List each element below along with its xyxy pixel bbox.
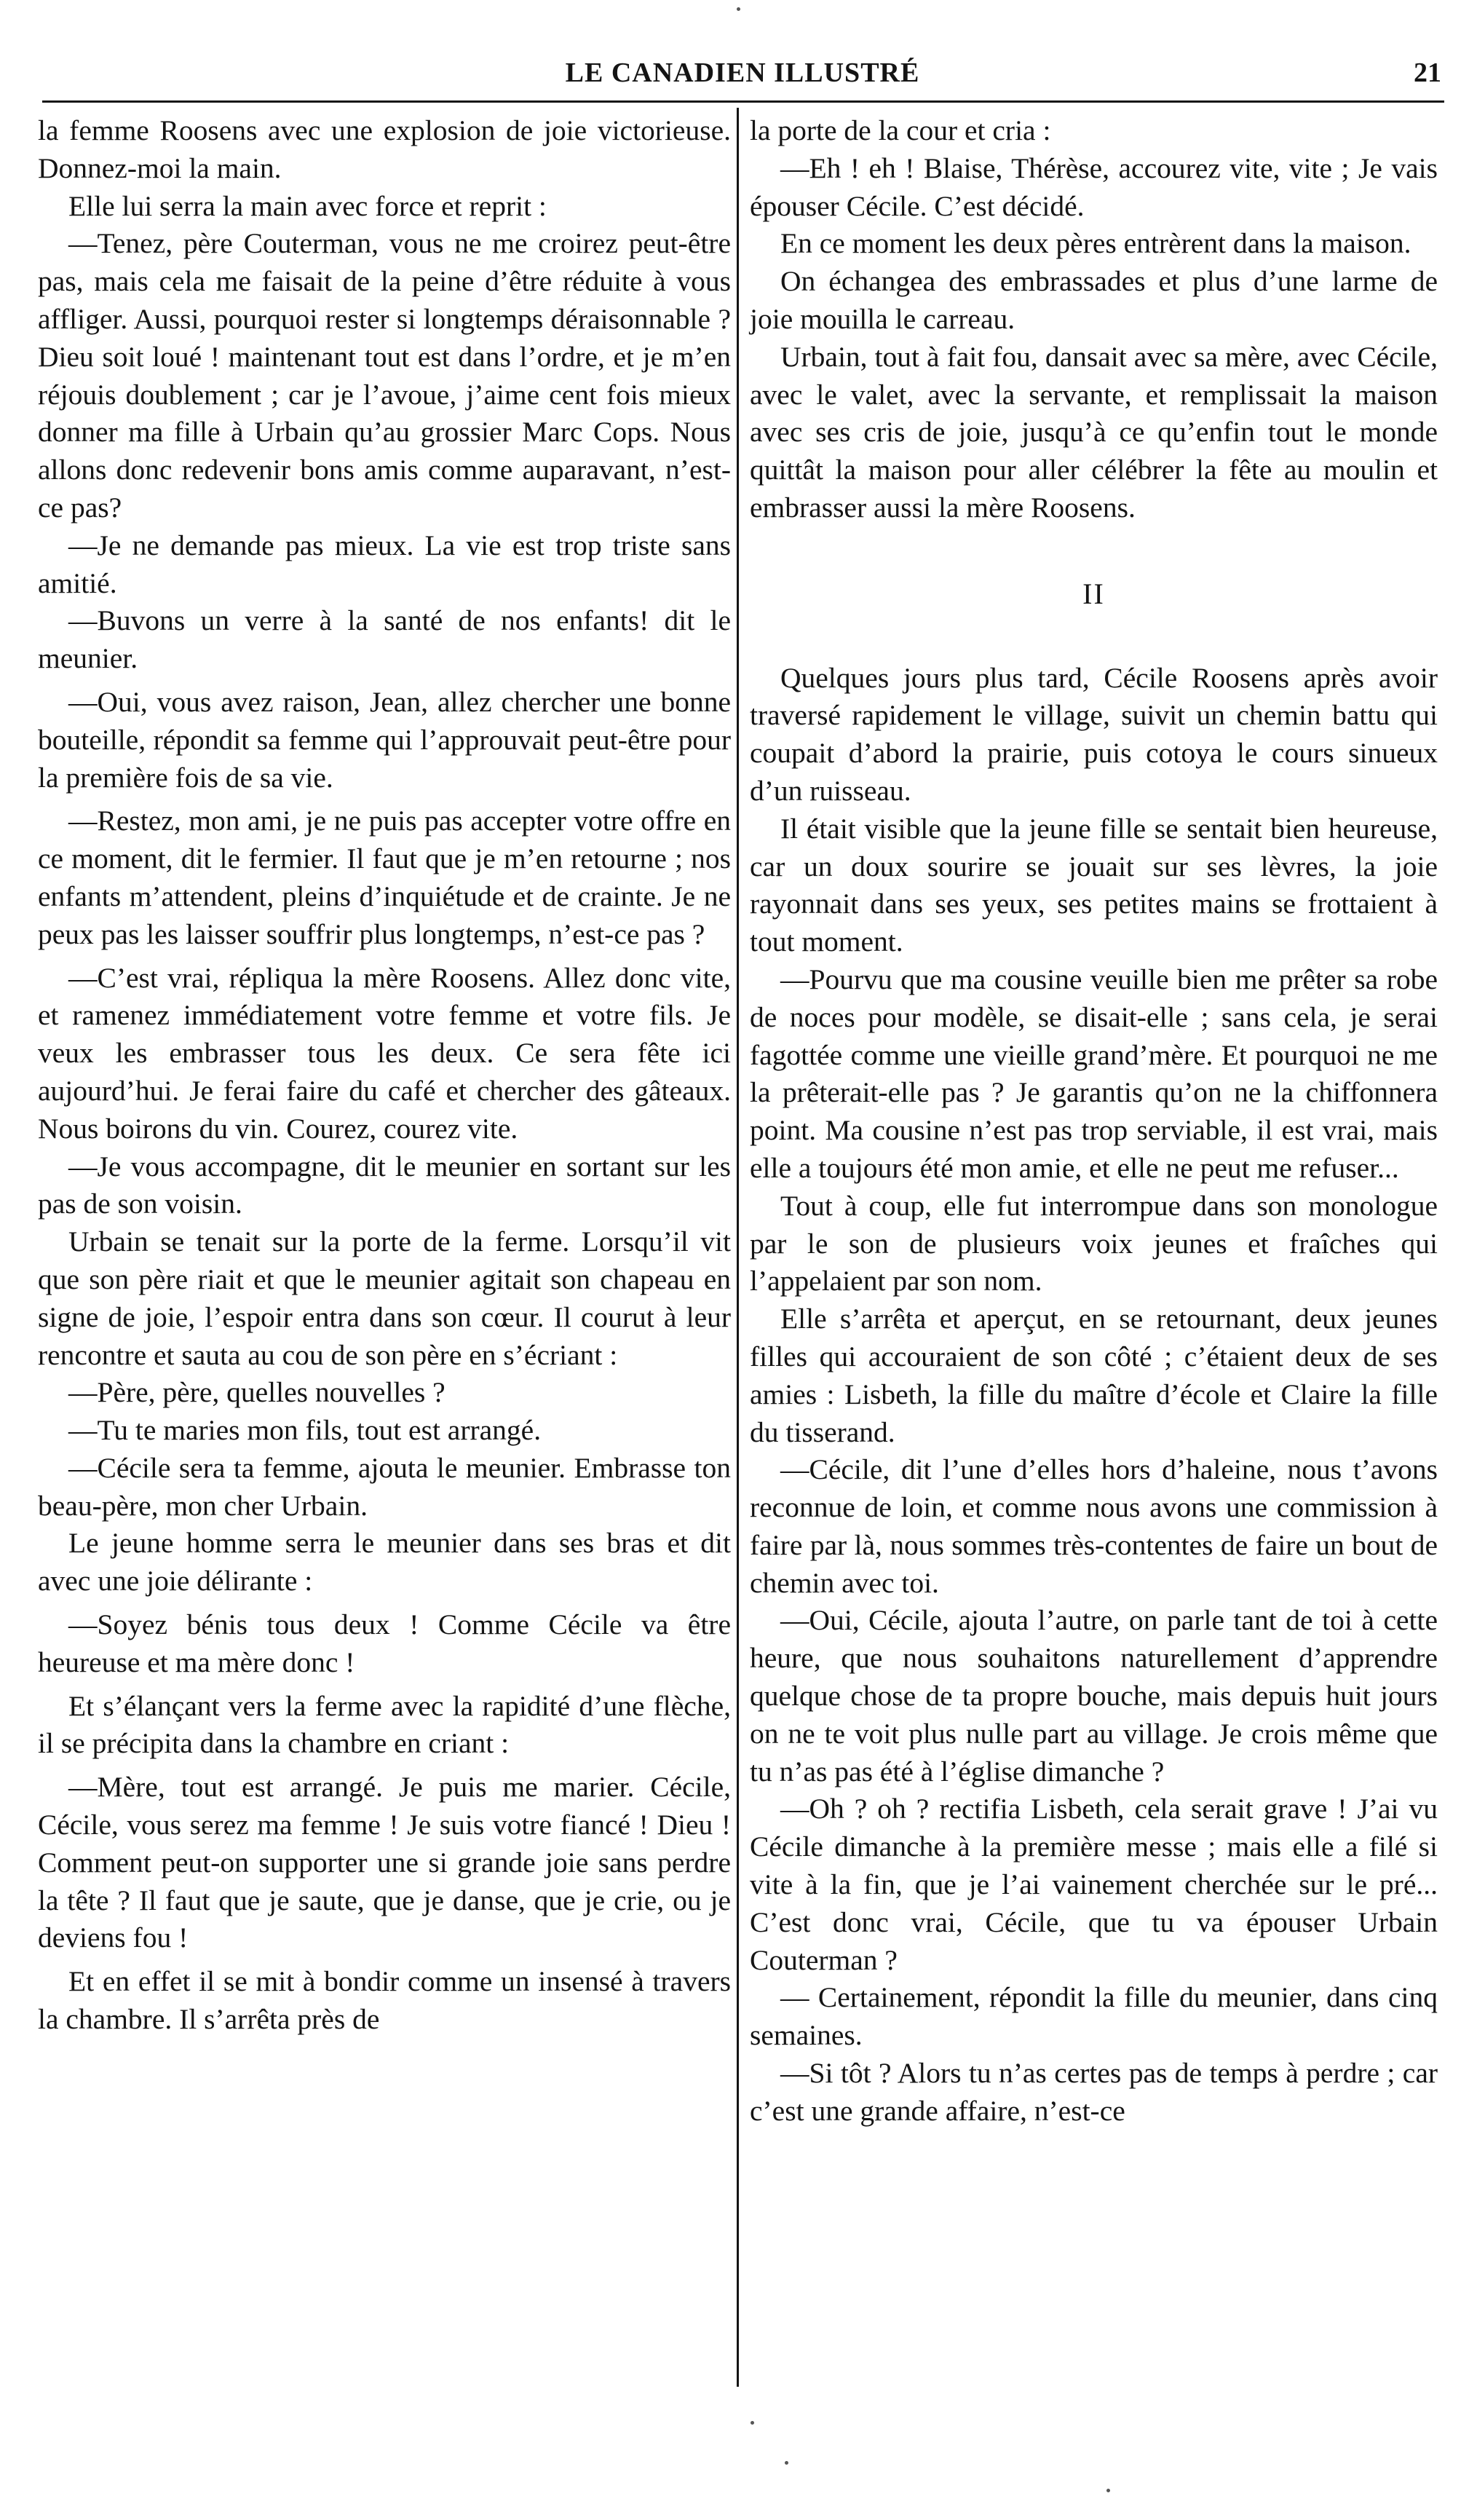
paragraph: —Je vous accompagne, dit le meunier en sortant sur les pas de son voisin. — [38, 1150, 731, 1220]
paragraph: —Buvons un verre à la santé de nos enfants! dit le meunier. — [38, 604, 731, 675]
paragraph: Et s’élançant vers la ferme avec la rapidité d’une flèche, il se précipita dans la chambre en criant : — [38, 1689, 731, 1760]
page-header — [44, 57, 1441, 93]
paragraph: Il était visible que la jeune fille se sentait bien heureuse, car un doux sourire se jouait sur ses lèvres, la joie rayonnait dans ses yeux, ses petites mains se frottaient à tout moment. — [750, 812, 1438, 958]
paragraph: —Père, père, quelles nouvelles ? — [68, 1376, 446, 1409]
paragraph: —Oui, Cécile, ajouta l’autre, on parle tant de toi à cette heure, que nous souhaitons naturellement d’apprendre quelque chose de ta propre bouche, mais depuis huit jours on ne te voit plus nulle part au village. Je crois même que tu n’as pas été à l’église dimanche ? — [750, 1604, 1438, 1788]
paragraph: —Tenez, père Couterman, vous ne me croirez peut-être pas, mais cela me faisait de la peine d’être réduite à vous affliger. Aussi, pourquoi rester si longtemps déraisonnable ? Dieu soit loué ! maintenant tout est dans l’ordre, et je m’en réjouis doublement ; car je l’avoue, j’aime cent fois mieux donner ma fille à Urbain qu’au grossier Marc Cops. Nous allons donc redevenir bons amis comme auparavant, n’est-ce pas? — [38, 227, 731, 524]
paragraph: —Si tôt ? Alors tu n’as certes pas de temps à perdre ; car c’est une grande affaire, n’est-ce — [750, 2057, 1438, 2127]
paragraph: la porte de la cour et cria : — [750, 114, 1051, 146]
print-speck — [751, 2421, 754, 2425]
print-speck — [785, 2461, 788, 2465]
paragraph: Urbain se tenait sur la porte de la ferme. Lorsqu’il vit que son père riait et que le meunier agitait son chapeau en signe de joie, l’espoir entra dans son cœur. Il courut à leur rencontre et sauta au cou de son père en s’écriant : — [38, 1225, 731, 1371]
paragraph: En ce moment les deux pères entrèrent dans la maison. — [780, 227, 1411, 260]
paragraph: —Oh ? oh ? rectifia Lisbeth, cela serait grave ! J’ai vu Cécile dimanche à la première messe ; mais elle a filé si vite à la fin, que je l’ai vainement cherchée sur le pré... C’est donc vrai, Cécile, que tu va épouser Urbain Couterman ? — [750, 1793, 1438, 1976]
paragraph: —Pourvu que ma cousine veuille bien me prêter sa robe de noces pour modèle, se disait-elle ; sans cela, je serai fagottée comme une vieille grand’mère. Et pourquoi ne me la prêterait-elle pas ? Je garantis qu’on ne la chiffonnera point. Ma cousine n’est pas trop serviable, il est vrai, mais elle a toujours été mon amie, et elle ne peut me refuser... — [750, 963, 1438, 1184]
paragraph: Urbain, tout à fait fou, dansait avec sa mère, avec Cécile, avec le valet, avec la servante, et remplissait la maison avec ses cris de joie, jusqu’à ce qu’enfin tout le monde quittât la maison pour aller célébrer la fête au moulin et embrasser aussi la mère Roosens. — [750, 340, 1438, 524]
left-column — [38, 112, 731, 2039]
paragraph: —Soyez bénis tous deux ! Comme Cécile va être heureuse et ma mère donc ! — [38, 1608, 731, 1678]
page-number: 21 — [1414, 58, 1441, 88]
paragraph: —Restez, mon ami, je ne puis pas accepter votre offre en ce moment, dit le fermier. Il faut que je m’en retourne ; nos enfants m’attendent, pleins d’inquiétude et de crainte. Je ne peux pas les laisser souffrir plus longtemps, n’est-ce pas ? — [38, 805, 731, 950]
paragraph: Et en effet il se mit à bondir comme un insensé à travers la chambre. Il s’arrêta près de — [38, 1965, 731, 2036]
paragraph: Quelques jours plus tard, Cécile Roosens après avoir traversé rapidement le village, suivit un chemin battu qui coupait d’abord la prairie, puis cotoya le cours sinueux d’un ruisseau. — [750, 661, 1438, 807]
paragraph: Elle s’arrêta et aperçut, en se retournant, deux jeunes filles qui accouraient de son côté ; c’étaient deux de ses amies : Lisbeth, la fille du maître d’école et Claire la fille du tisserand. — [750, 1303, 1438, 1448]
column-divider — [737, 108, 739, 2387]
paragraph: la femme Roosens avec une explosion de joie victorieuse. Donnez-moi la main. — [38, 114, 731, 184]
section-heading: II — [1082, 577, 1105, 610]
paragraph: —Tu te maries mon fils, tout est arrangé. — [68, 1414, 542, 1447]
print-speck — [737, 7, 740, 11]
paragraph: Tout à coup, elle fut interrompue dans son monologue par le son de plusieurs voix jeunes et fraîches qui l’appelaient par son nom. — [750, 1189, 1438, 1297]
paragraph: Elle lui serra la main avec force et reprit : — [68, 189, 547, 222]
paragraph: —Cécile, dit l’une d’elles hors d’haleine, nous t’avons reconnue de loin, et comme nous avons une commission à faire par là, nous sommes très-contentes de faire un bout de chemin avec toi. — [750, 1453, 1438, 1599]
header-rule — [42, 100, 1444, 103]
paragraph: On échangea des embrassades et plus d’une larme de joie mouilla le carreau. — [750, 265, 1438, 335]
publication-title: LE CANADIEN ILLUSTRÉ — [565, 58, 920, 88]
paragraph: —Oui, vous avez raison, Jean, allez chercher une bonne bouteille, répondit sa femme qui l’approuvait peut-être pour la première fois de sa vie. — [38, 685, 731, 794]
paragraph: —Mère, tout est arrangé. Je puis me marier. Cécile, Cécile, vous serez ma femme ! Je suis votre fiancé ! Dieu ! Comment peut-on supporter une si grande joie sans perdre la tête ? Il faut que je saute, que je danse, que je crie, ou je deviens fou ! — [38, 1771, 731, 1954]
paragraph: —Eh ! eh ! Blaise, Thérèse, accourez vite, vite ; Je vais épouser Cécile. C’est décidé. — [750, 151, 1438, 222]
paragraph: —Cécile sera ta femme, ajouta le meunier. Embrasse ton beau-père, mon cher Urbain. — [38, 1451, 731, 1522]
right-column — [750, 112, 1438, 2130]
paragraph: —Je ne demande pas mieux. La vie est trop triste sans amitié. — [38, 529, 731, 599]
paragraph: Le jeune homme serra le meunier dans ses bras et dit avec une joie délirante : — [38, 1527, 731, 1597]
paragraph: —C’est vrai, répliqua la mère Roosens. Allez donc vite, et ramenez immédiatement votre femme et votre fils. Je veux les embrasser tous les deux. Ce sera fête ici aujourd’hui. Je ferai faire du café et chercher des gâteaux. Nous boirons du vin. Courez, courez vite. — [38, 961, 731, 1145]
print-speck — [1106, 2489, 1110, 2492]
paragraph: — Certainement, répondit la fille du meunier, dans cinq semaines. — [750, 1981, 1438, 2052]
